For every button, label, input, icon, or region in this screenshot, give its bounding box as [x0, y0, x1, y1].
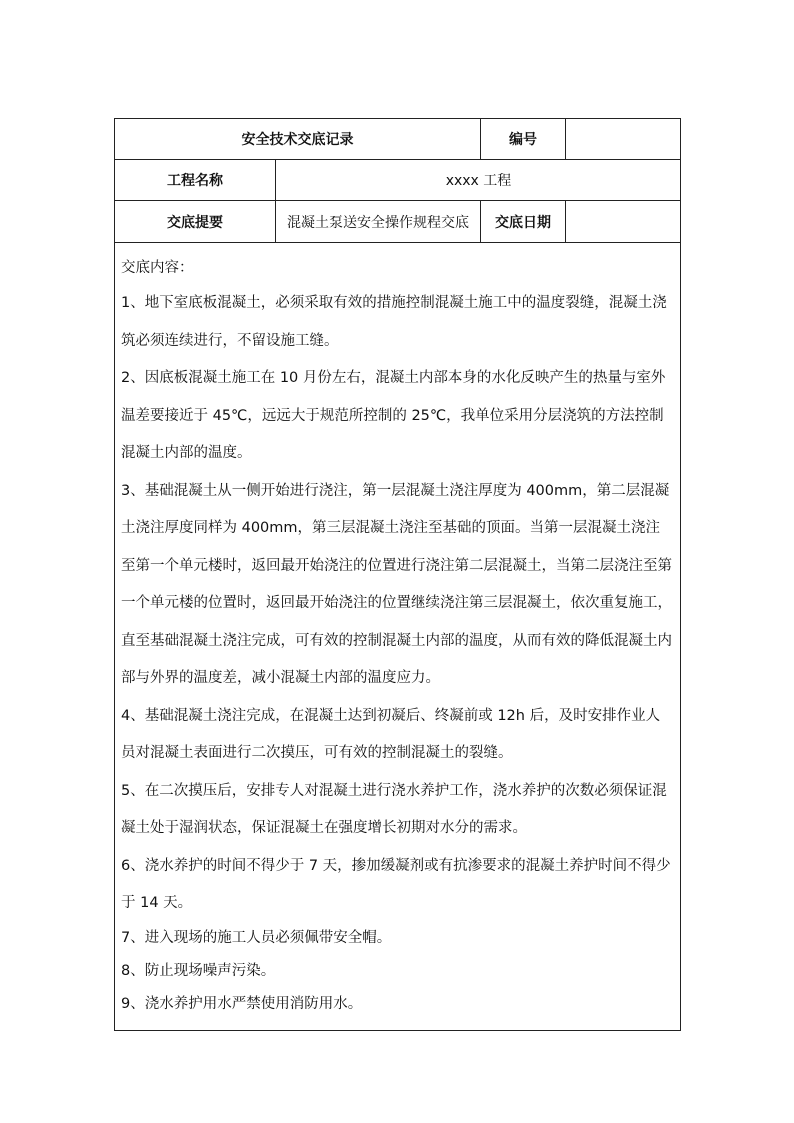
project-name-value[interactable]: xxxx 工程: [445, 173, 512, 189]
summary-row: [115, 201, 680, 243]
date-value[interactable]: [566, 201, 681, 242]
disclosure-content: [115, 243, 680, 1021]
number-label: 编号: [509, 132, 537, 148]
content-item-1: 1、地下室底板混凝土，必须采取有效的措施控制混凝土施工中的温度裂缝，混凝土浇筑必须连续进行，不留设施工缝。: [121, 295, 667, 349]
disclosure-record-table: [114, 118, 681, 1031]
content-item-3: 3、基础混凝土从一侧开始进行浇注，第一层混凝土浇注厚度为 400mm，第二层混凝土浇注厚度同样为 400mm，第三层混凝土浇注至基础的顶面。当第一层混凝土浇注至第一个单元楼时，返回最开始浇注的位置进行浇注第二层混凝土，当第二层浇注至第一个单元楼的位置时，返回最开始浇注的位置继续浇注第三层混凝土，依次重复施工，直至基础混凝土浇注完成，可有效的控制混凝土内部的温度，从而有效的降低混凝土内部与外界的温度差，减小混凝土内部的温度应力。: [121, 482, 672, 686]
content-item-2: 2、因底板混凝土施工在 10 月份左右，混凝土内部本身的水化反映产生的热量与室外温差要接近于 45℃，远远大于规范所控制的 25℃，我单位采用分层浇筑的方法控制混凝土内部的温度。: [121, 370, 666, 461]
project-name-label: 工程名称: [167, 173, 223, 189]
content-item-4: 4、基础混凝土浇注完成，在混凝土达到初凝后、终凝前或 12h 后，及时安排作业人员对混凝土表面进行二次摸压，可有效的控制混凝土的裂缝。: [121, 707, 661, 761]
content-item-7: 7、进入现场的施工人员必须佩带安全帽。: [121, 929, 392, 946]
date-label: 交底日期: [495, 214, 551, 231]
summary-label: 交底提要: [167, 214, 223, 231]
content-item-8: 8、防止现场噪声污染。: [121, 962, 276, 979]
number-value[interactable]: [566, 119, 681, 159]
summary-value[interactable]: 混凝土泵送安全操作规程交底: [287, 214, 469, 231]
content-intro: 交底内容：: [121, 260, 194, 276]
header-row: [115, 119, 680, 160]
project-row: [115, 160, 680, 201]
content-item-9: 9、浇水养护用水严禁使用消防用水。: [121, 995, 363, 1012]
record-title: 安全技术交底记录: [241, 132, 354, 148]
content-item-5: 5、在二次摸压后，安排专人对混凝土进行浇水养护工作，浇水养护的次数必须保证混凝土处于湿润状态，保证混凝土在强度增长初期对水分的需求。: [121, 782, 667, 836]
content-item-6: 6、浇水养护的时间不得少于 7 天，掺加缓凝剂或有抗渗要求的混凝土养护时间不得少于 14 天。: [121, 857, 671, 911]
